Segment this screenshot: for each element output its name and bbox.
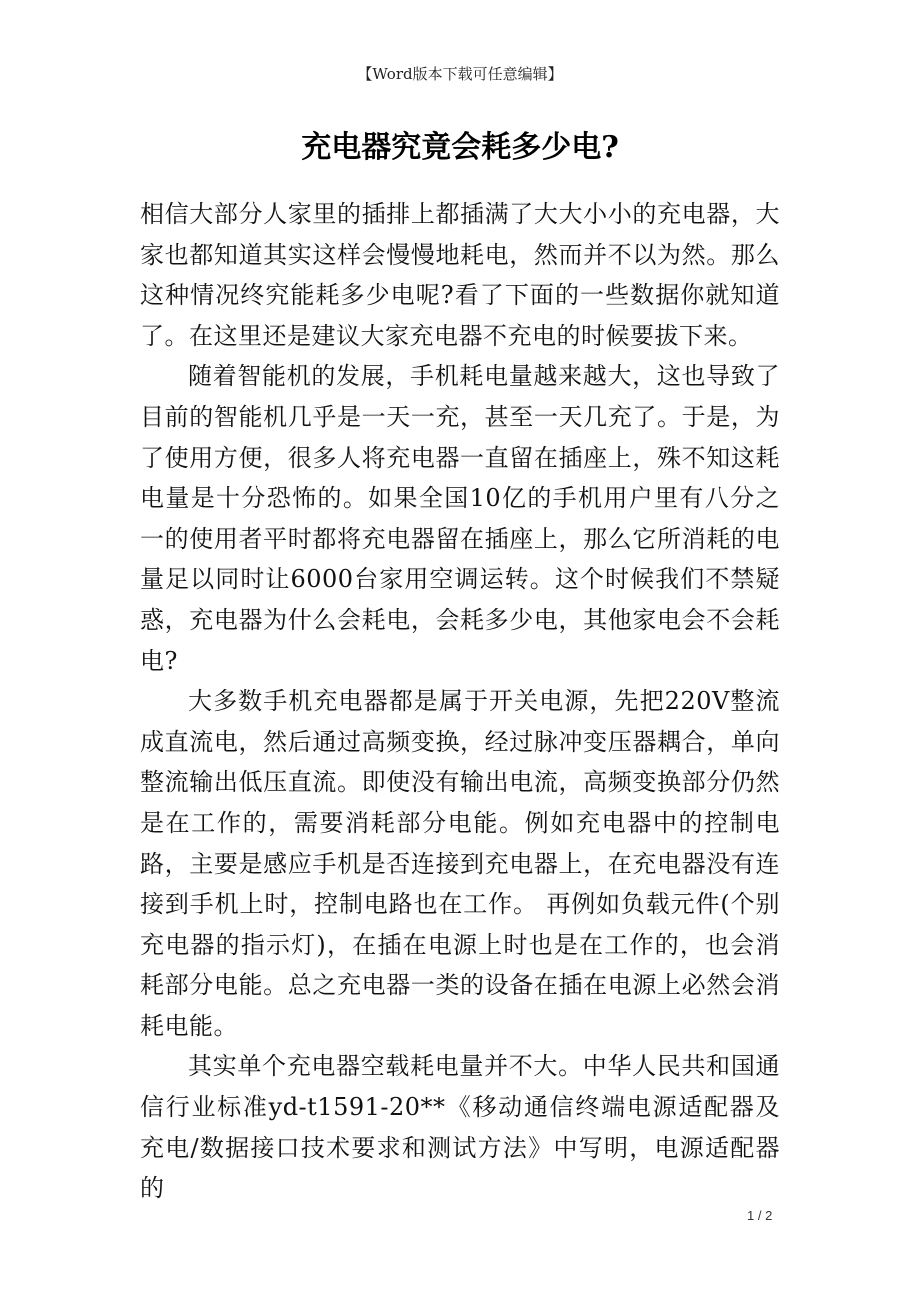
page-number: 1 / 2 [747, 1208, 773, 1223]
paragraph-standard: 其实单个充电器空载耗电量并不大。中华人民共和国通信行业标准yd-t1591-20**《移动通信终端电源适配器及充电/数据接口技术要求和测试方法》中写明，电源适配器的 [140, 1052, 780, 1203]
paragraph-smartphone-usage: 随着智能机的发展，手机耗电量越来越大，这也导致了目前的智能机几乎是一天一充，甚至一天几充了。于是，为了使用方便，很多人将充电器一直留在插座上，殊不知这耗电量是十分恐怖的。如果全国10亿的手机用户里有八分之一的使用者平时都将充电器留在插座上，那么它所消耗的电量足以同时让6000台家用空调运转。这个时候我们不禁疑惑，充电器为什么会耗电，会耗多少电，其他家电会不会耗电? [140, 362, 780, 675]
document-title: 充电器究竟会耗多少电? [301, 130, 619, 165]
paragraph-intro: 相信大部分人家里的插排上都插满了大大小小的充电器，大家也都知道其实这样会慢慢地耗电，然而并不以为然。那么这种情况终究能耗多少电呢?看了下面的一些数据你就知道了。在这里还是建议大家充电器不充电的时候要拔下来。 [140, 200, 780, 350]
document-body [140, 194, 780, 1209]
paragraph-charger-mechanism: 大多数手机充电器都是属于开关电源，先把220V整流成直流电，然后通过高频变换，经过脉冲变压器耦合，单向整流输出低压直流。即使没有输出电流，高频变换部分仍然是在工作的，需要消耗部分电能。例如充电器中的控制电路，主要是感应手机是否连接到充电器上，在充电器没有连接到手机上时，控制电路也在工作。 再例如负载元件(个别充电器的指示灯)，在插在电源上时也是在工作的，也会消耗部分电能。总之充电器一类的设备在插在电源上必然会消耗电能。 [140, 687, 780, 1040]
header-note: 【Word版本下载可任意编辑】 [357, 65, 563, 83]
